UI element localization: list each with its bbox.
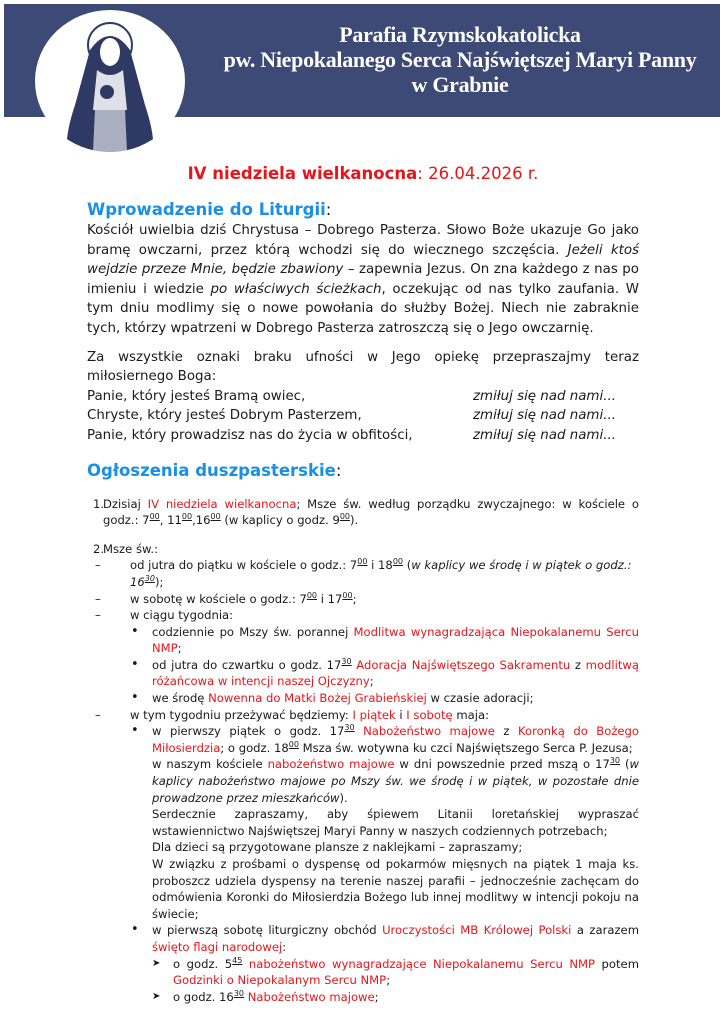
bullet-continuation: W związku z prośbami o dyspensę od pokarmów mięsnych na piątek 1 maja ks. proboszcz udziela dyspensy na terenie naszej parafii – jednocześnie zachęcam do odmówienia Koronki do Miłosierdzia Bożego lub innej modlitwy w intencji pokoju na świecie;: [152, 857, 639, 921]
bullet-marker: •: [131, 723, 139, 739]
bullet-marker: •: [131, 656, 139, 672]
kyrie-invocation: Panie, który prowadzisz nas do życia w obfitości,: [87, 427, 413, 443]
dash-marker: –: [95, 558, 101, 573]
bullet-item: [87, 922, 639, 955]
kyrie-row: [87, 406, 639, 426]
text: z: [494, 724, 518, 739]
item-number: 1.: [93, 496, 105, 511]
highlight: Modlitwa wynagradzająca Niepokalanemu Sercu NMP: [152, 624, 639, 656]
text: ).: [339, 790, 348, 805]
text: ).: [350, 513, 359, 528]
text: Dzisiaj: [103, 496, 148, 511]
highlight: Godzinki o Niepokalanym Sercu NMP: [173, 973, 387, 988]
arrow-item: [87, 956, 639, 989]
highlight: I piątek: [352, 707, 396, 722]
bullet-marker: •: [131, 690, 139, 706]
intro-text: , oczekując od nas tylko zaufania. W tym dniu modlimy się o nowe powołania do służby Bożej. Niech nie zabraknie tych, którzy wpatrzeni w Dobrego Pasterza zatroszczą się o Jego owczarnię.: [87, 281, 639, 336]
text: w ciągu tygodnia:: [130, 608, 234, 623]
dash-marker: –: [95, 608, 101, 623]
text: :: [282, 939, 287, 954]
highlight: Uroczystości MB Królowej Polski: [382, 923, 572, 938]
text: w naszym kościele: [152, 757, 268, 772]
time-minutes: 00: [181, 512, 193, 522]
text: ; Msze św. według porządku zwyczajnego: w kościele o godz.: 7: [103, 496, 639, 528]
text: (: [403, 558, 412, 573]
highlight: Nabożeństwo majowe: [363, 724, 495, 739]
time-minutes: 00: [210, 512, 221, 522]
arrow-bullet-icon: ➤: [152, 957, 161, 969]
kyrie-response: zmiłuj się nad nami...: [473, 408, 616, 424]
bullet-marker: •: [131, 922, 139, 938]
sunday-date: : 26.04.2026 r.: [417, 164, 539, 183]
text: i 18: [367, 558, 393, 573]
dash-item: [87, 591, 639, 608]
heading-colon: :: [325, 200, 332, 219]
kyrie-invocation: Chryste, który jesteś Dobrym Pasterzem,: [87, 408, 362, 424]
bullet-item: [87, 657, 639, 690]
virgin-mary-immaculate-heart-icon: [35, 10, 185, 152]
time-minutes: 30: [341, 656, 352, 666]
bullet-marker: •: [131, 623, 139, 639]
text: w sobotę w kościele o godz.: 7: [130, 591, 307, 606]
intro-text: Kościół uwielbia dziś Chrystusa – Dobrego Pasterza. Słowo Boże ukazuje Go jako bramę owczarni, przez którą wchodzi się do wiecznego szczęścia.: [87, 223, 639, 258]
text: we środę: [152, 691, 209, 706]
announcements-list: [87, 496, 639, 1006]
parish-title-line3: w Grabnie: [411, 72, 509, 97]
item-number: 2.: [93, 541, 105, 556]
time-minutes: 30: [233, 988, 244, 998]
sunday-title: [87, 163, 639, 185]
time-minutes: 00: [288, 739, 299, 749]
text: a zarazem: [571, 923, 639, 938]
text: z: [570, 657, 586, 672]
kyrie-invocation: Panie, który jesteś Bramą owiec,: [87, 388, 306, 404]
text: w kaplicy nabożeństwo majowe po Mszy św. we środę i w piątek, w pozostałe dnie prowadzone przez mieszkańców: [152, 757, 639, 805]
highlight: IV niedziela wielkanocna: [147, 496, 297, 511]
intro-heading: [87, 199, 639, 221]
text: ;: [369, 674, 374, 689]
text: w pierwszą sobotę liturgiczny obchód: [152, 923, 383, 938]
intro-quote: Jeżeli ktoś wejdzie przeze Mnie, będzie zbawiony: [87, 242, 640, 278]
time-minutes: 45: [232, 955, 243, 965]
text: ;: [374, 989, 379, 1004]
dash-marker: –: [95, 591, 101, 606]
time-minutes: 30: [344, 723, 355, 733]
time-minutes: 30: [144, 573, 155, 583]
announcements-heading: [87, 460, 639, 482]
bullet-item: [87, 690, 639, 707]
text: ;: [352, 591, 357, 606]
highlight: modlitwą różańcowa w intencji naszej Ojczyzny: [152, 657, 639, 689]
text: maja:: [452, 707, 489, 722]
time-minutes: 00: [149, 512, 160, 522]
time-minutes: 00: [342, 590, 353, 600]
text: w tym tygodniu przeżywać będziemy:: [130, 707, 353, 722]
bullet-continuation: Serdecznie zapraszamy, aby śpiewem Litanii loretańskiej wypraszać wstawiennictwo Najświętszej Maryi Panny w naszych codziennych potrzebach;: [152, 807, 639, 838]
text: (w kaplicy o godz. 9: [220, 513, 340, 528]
kyrie-row: [87, 387, 639, 407]
text: o godz. 5: [173, 956, 233, 971]
highlight: nabożeństwo wynagradzające Niepokalanemu Sercu NMP: [248, 956, 596, 971]
text: [355, 724, 364, 738]
dash-item: [87, 557, 639, 590]
text: i: [395, 707, 407, 722]
text: (: [620, 757, 630, 772]
kyrie-response: zmiłuj się nad nami...: [473, 388, 616, 404]
kyrie-row: [87, 426, 639, 446]
text: ,16: [192, 513, 211, 528]
parish-title: [200, 22, 720, 97]
text: codziennie po Mszy św. porannej: [152, 624, 354, 639]
highlight: Koronką do Bożego Miłosierdzia: [152, 724, 639, 755]
kyrie-response: zmiłuj się nad nami...: [473, 427, 616, 443]
announcement-item-1: [87, 496, 639, 529]
text: od jutra do czwartku o godz. 17: [152, 657, 342, 672]
text: );: [154, 574, 164, 589]
highlight: święto flagi narodowej: [152, 939, 283, 954]
highlight: Nowenna do Matki Bożej Grabieńskiej: [208, 691, 427, 706]
parish-title-line2: pw. Niepokalanego Serca Najświętszej Maryi Panny: [223, 47, 697, 72]
highlight: Adoracja Najświętszego Sakramentu: [356, 657, 571, 672]
time-minutes: 30: [609, 756, 621, 766]
dash-item: [87, 607, 639, 624]
announcement-item-2: [87, 541, 639, 558]
text: w dni powszednie przed mszą o 17: [394, 757, 610, 772]
dash-item: [87, 707, 639, 724]
text: Msze św.:: [103, 541, 158, 556]
arrow-item: [87, 989, 639, 1006]
text: o godz. 16: [173, 989, 234, 1004]
text: ;: [386, 973, 391, 988]
parish-title-line1: Parafia Rzymskokatolicka: [339, 22, 581, 47]
sunday-name: IV niedziela wielkanocna: [187, 164, 418, 183]
text: w pierwszy piątek o godz. 17: [152, 724, 345, 739]
time-minutes: 00: [392, 557, 404, 567]
intro-paragraph: [87, 221, 639, 339]
heading-colon: :: [335, 460, 342, 480]
time-minutes: 00: [339, 512, 351, 522]
text: w kaplicy we środę i w piątek o godz.: 16: [130, 558, 632, 589]
document-body: [87, 163, 639, 1005]
time-minutes: 00: [306, 590, 318, 600]
highlight: nabożeństwo majowe: [267, 757, 395, 772]
text: od jutra do piątku w kościele o godz.: 7: [130, 558, 358, 573]
bullet-item: [87, 723, 639, 756]
text: potem: [595, 956, 639, 971]
text: , 11: [159, 513, 182, 528]
intro-heading-text: Wprowadzenie do Liturgii: [87, 200, 326, 219]
bullet-continuation: Dla dzieci są przygotowane plansze z naklejkami – zapraszamy;: [152, 840, 523, 855]
time-minutes: 00: [357, 557, 368, 567]
intro-quote: po właściwych ścieżkach: [210, 281, 382, 297]
text: ; o godz. 18: [220, 740, 289, 755]
text: i 17: [317, 591, 343, 606]
highlight: Nabożeństwo majowe: [247, 989, 375, 1004]
highlight: I sobotę: [406, 707, 453, 722]
intro-text: – zapewnia Jezus. On zna każdego z nas po imieniu i wiedzie: [87, 262, 639, 297]
penitential-intro: Za wszystkie oznaki braku ufności w Jego opiekę przepraszajmy teraz miłosiernego Boga:: [87, 349, 639, 385]
announcements-heading-text: Ogłoszenia duszpasterskie: [87, 460, 336, 480]
arrow-bullet-icon: ➤: [152, 990, 161, 1002]
text: ;: [177, 641, 182, 656]
bullet-item: [87, 624, 639, 657]
text: Msza św. wotywna ku czci Najświętszego Serca P. Jezusa;: [298, 740, 633, 755]
text: w czasie adoracji;: [426, 691, 534, 706]
dash-marker: –: [95, 707, 101, 722]
bullet-continuation: [87, 756, 639, 806]
